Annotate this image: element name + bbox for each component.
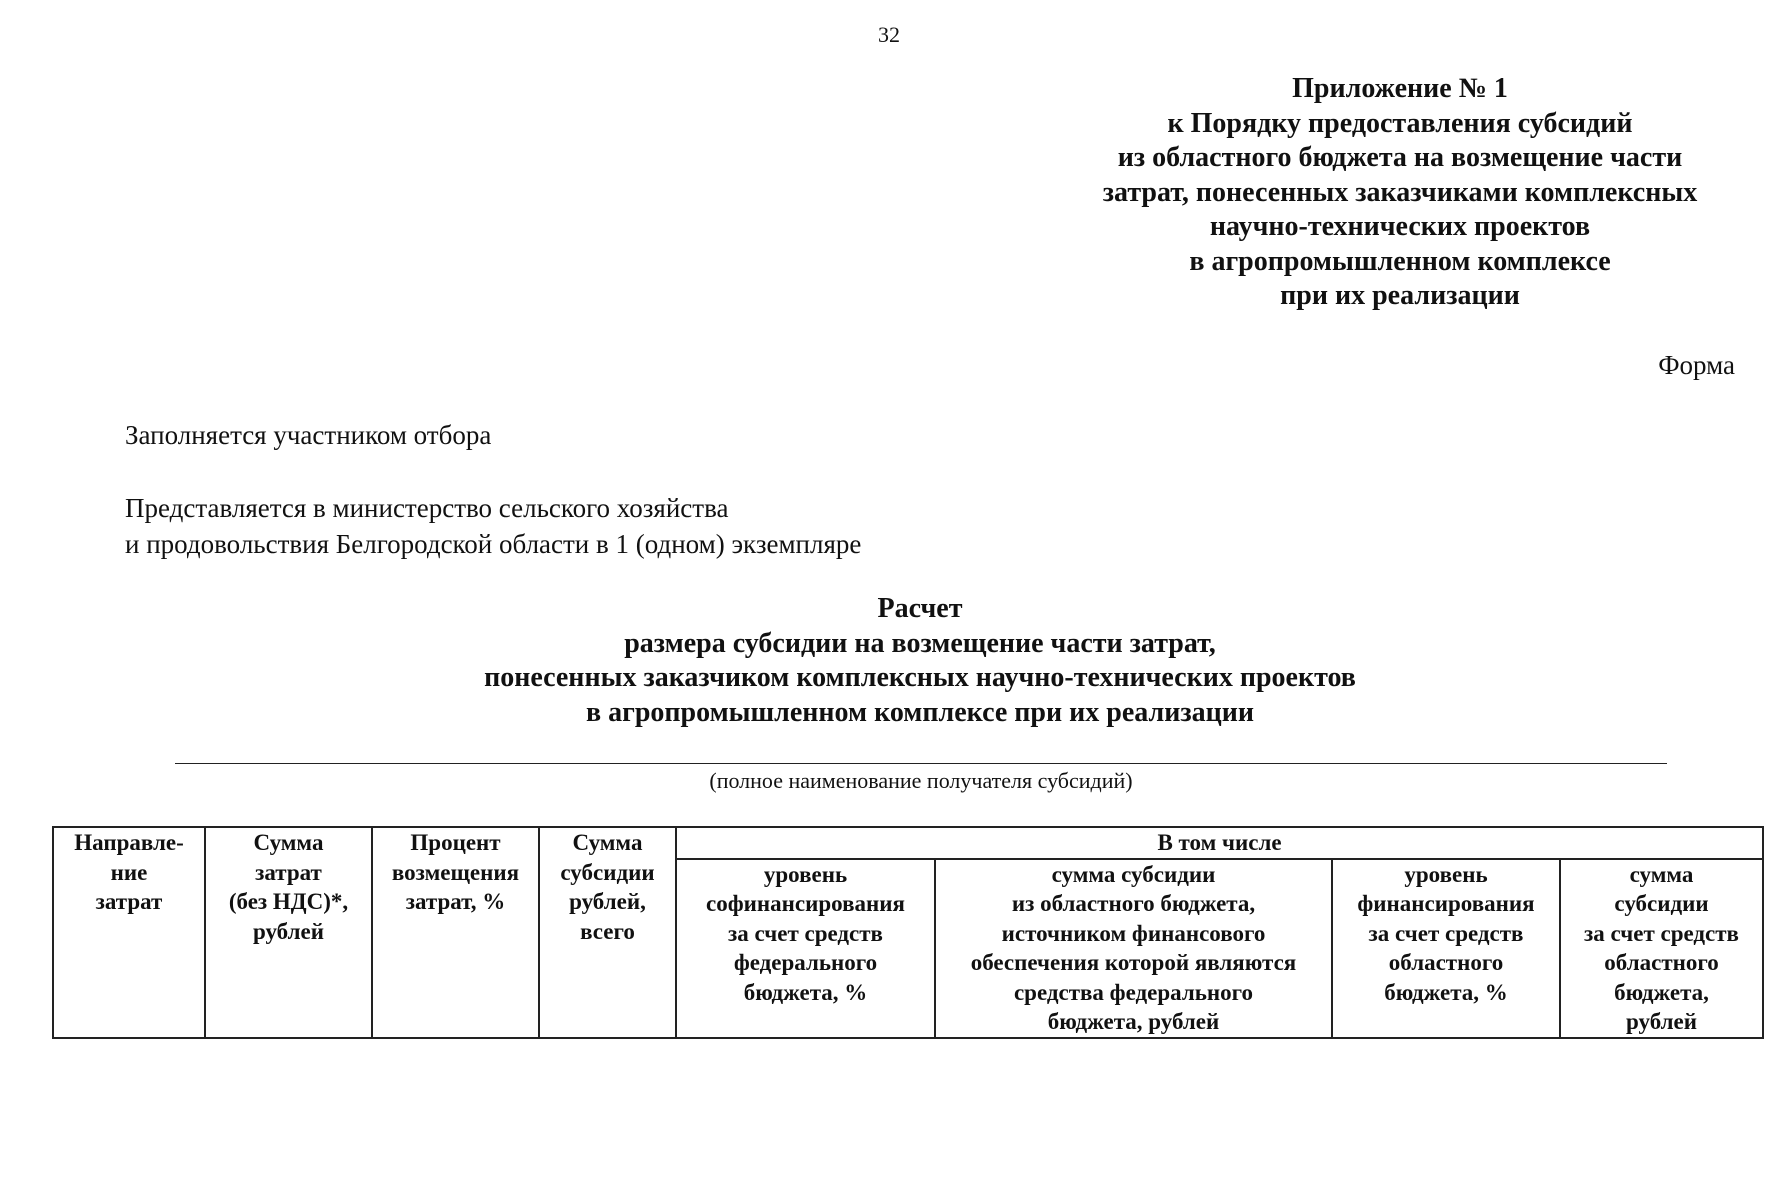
- header-line: бюджета,: [1614, 979, 1709, 1005]
- calculation-title: [0, 592, 1778, 730]
- column-header-subsidy-total: [539, 827, 676, 1038]
- form-label: Форма: [1658, 350, 1735, 380]
- header-line: Сумма: [572, 830, 643, 855]
- header-line: затрат, %: [405, 889, 506, 914]
- appendix-line: научно-технических проектов: [1209, 211, 1591, 242]
- header-line: бюджета, рублей: [1047, 1009, 1220, 1034]
- appendix-heading: [1050, 72, 1750, 314]
- header-line: областного: [1388, 950, 1504, 975]
- column-group-header-including: В том числе: [676, 827, 1763, 859]
- submission-note: [125, 490, 861, 562]
- appendix-line: Приложение № 1: [1292, 73, 1508, 104]
- column-header-federal-cofinancing-level: [676, 859, 935, 1038]
- appendix-line: при их реализации: [1280, 280, 1520, 311]
- column-header-regional-subsidy-sum: [1560, 859, 1763, 1038]
- header-line: за счет средств: [1584, 920, 1739, 946]
- header-line: (без НДС)*,: [228, 889, 349, 914]
- header-line: рублей: [253, 918, 324, 944]
- header-line: областного: [1604, 950, 1719, 975]
- header-line: возмещения: [391, 859, 520, 885]
- column-header-direction: [53, 827, 205, 1038]
- header-line: затрат: [95, 889, 163, 914]
- appendix-line: затрат, понесенных заказчиками комплексных: [1102, 176, 1698, 208]
- submission-note-line: и продовольствия Белгородской области в 1 (одном) экземпляре: [125, 529, 862, 559]
- appendix-line: к Порядку предоставления субсидий: [1167, 107, 1633, 139]
- filled-by-note: Заполняется участником отбора: [125, 420, 492, 450]
- header-line: ние: [110, 859, 148, 885]
- appendix-line: в агропромышленном комплексе: [1189, 245, 1611, 277]
- header-line: источником финансового: [1001, 920, 1266, 946]
- header-line: за счет средств: [1368, 920, 1524, 946]
- recipient-caption: (полное наименование получателя субсидий): [709, 768, 1133, 793]
- header-line: сумма субсидии: [1051, 861, 1216, 887]
- header-line: сумма: [1629, 861, 1694, 887]
- calculation-title-line: в агропромышленном комплексе при их реализации: [585, 696, 1254, 728]
- header-line: всего: [580, 918, 635, 944]
- recipient-name-line: [175, 763, 1667, 764]
- calculation-title-line: Расчет: [877, 593, 963, 624]
- header-line: Направле-: [74, 830, 184, 855]
- calculation-title-line: понесенных заказчиком комплексных научно-технических проектов: [484, 662, 1356, 693]
- header-line: бюджета, %: [1384, 979, 1508, 1005]
- header-line: уровень: [763, 861, 848, 887]
- header-line: за счет средств: [728, 920, 883, 946]
- column-header-cost-sum: [205, 827, 372, 1038]
- header-line: затрат: [255, 859, 322, 885]
- page-number: 32: [878, 22, 900, 47]
- appendix-line: из областного бюджета на возмещение части: [1117, 142, 1683, 173]
- header-line: из областного бюджета,: [1011, 891, 1256, 916]
- column-header-reimbursement-percent: [372, 827, 539, 1038]
- submission-note-line: Представляется в министерство сельского хозяйства: [125, 493, 729, 523]
- header-line: средства федерального: [1013, 979, 1254, 1005]
- header-line: субсидии: [560, 859, 655, 885]
- column-header-federal-source-subsidy: [935, 859, 1332, 1038]
- header-line: обеспечения которой являются: [970, 950, 1297, 975]
- header-line: финансирования: [1357, 891, 1535, 916]
- header-line: субсидии: [1614, 891, 1709, 916]
- header-line: рублей: [1626, 1009, 1698, 1034]
- subsidy-calculation-table: [52, 826, 1764, 1039]
- header-line: софинансирования: [706, 891, 905, 916]
- column-header-regional-financing-level: [1332, 859, 1560, 1038]
- header-line: федерального: [733, 950, 878, 975]
- header-line: Процент: [410, 830, 501, 855]
- header-line: Сумма: [253, 830, 324, 855]
- header-line: бюджета, %: [743, 979, 868, 1005]
- header-line: уровень: [1404, 861, 1488, 887]
- header-line: рублей,: [569, 889, 646, 914]
- calculation-title-line: размера субсидии на возмещение части затрат,: [624, 627, 1216, 659]
